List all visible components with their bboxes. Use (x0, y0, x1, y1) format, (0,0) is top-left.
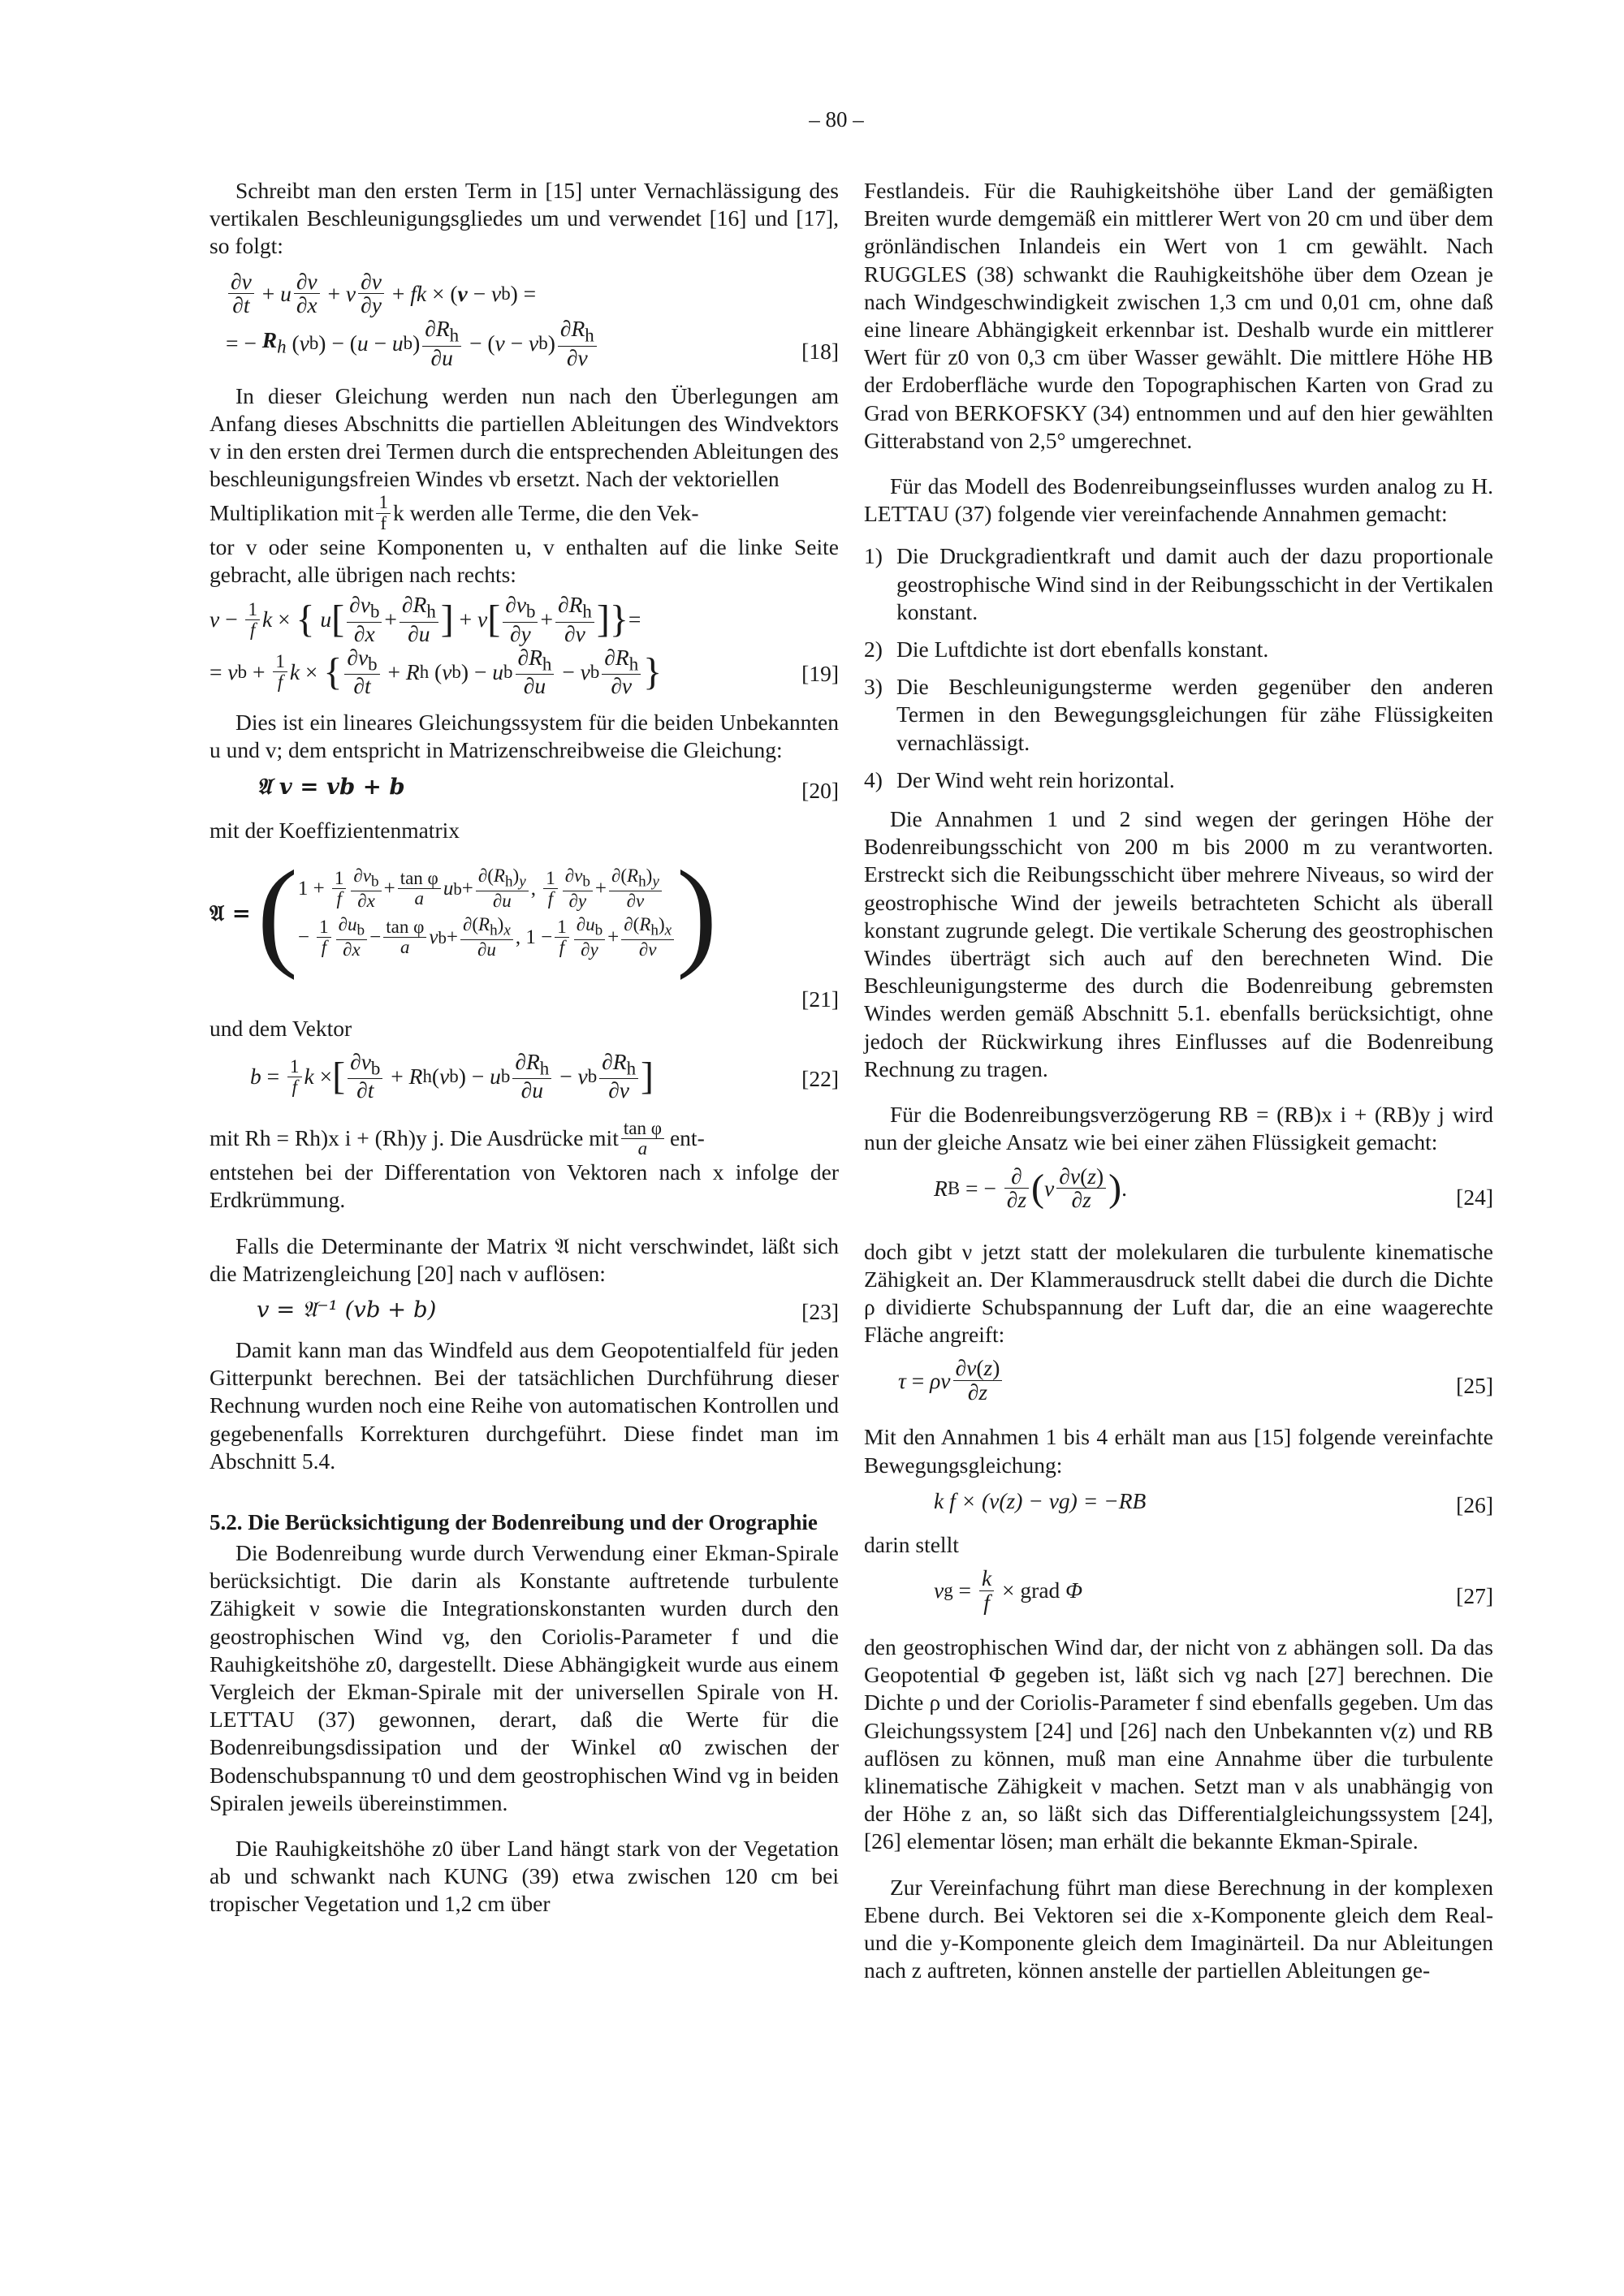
equation-26 (864, 1487, 1493, 1523)
equation-19: v − $\frac{1}{f}$ k × { u [ $\frac{\partial v_b}{\partial x}$ + $\frac{\partial R_h}{\partial u}$ ] + v [ $\frac{\partial v_b}{\partial y}$ + $\frac{\partial R_h}{\partial v}$ ] } = = v b + $\frac{1}{f}$ k × { $\frac{\partial v_b}{\partial t}$ + R h ( v b ) − u b $\frac{\partial R_h}{\partial u}$ − v b $\frac{\partial R_h}{\partial v}$ } [19] (209, 592, 839, 699)
equation-23 (209, 1296, 839, 1328)
equation-21: 𝔄 = ( 1 + $\frac{1}{f}$ $\frac{\partial v_b}{\partial x}$ + $\frac{\text{tan φ}}{a}$ u b + $\frac{\partial(R_h)_y}{\partial u}$ , $\frac{1}{f}$ $\frac{\partial v_b}{\partial y}$ + $\frac{\partial(R_h)_y}{\partial v}$ − $\frac{1}{f}$ $\frac{\partial u_b}{\partial x}$ − $\frac{\text{tan φ}}{a}$ v b + $\frac{\partial(R_h)_x}{\partial u}$ , 1 − $\frac{1}{f}$ $\frac{\partial u_b}{\partial y}$ + $\frac{\partial(R_h)_x}{\partial v}$ ) [21] (209, 852, 839, 1007)
paragraph: den geostrophischen Wind dar, der nicht von z abhängen soll. Da das Geopotential Φ gegeben ist, läßt sich vg nach [27] berechnen. Die Dichte ρ und der Coriolis-Parameter f sind ebenfalls gegeben. Um das Gleichungssystem [24] und [26] nach den Unbekannten v(z) und RB auflösen zu können, muß man eine Annahme über die turbulente klinematische Zähigkeit ν machen. Setzt man ν als unabhängig von der Höhe z an, so läßt sich das Differentialgleichungssystem [24], [26] elementar lösen; man erhält die bekannte Ekman-Spirale. (864, 1634, 1493, 1854)
equation-number: [22] (801, 1065, 839, 1091)
section-heading: 5.2. Die Berücksichtigung der Bodenreibung und der Orographie (209, 1510, 818, 1535)
equation-body: k f × (v(z) − vg) = −RB (934, 1487, 1147, 1513)
paragraph: Die Annahmen 1 und 2 sind wegen der geringen Höhe der Bodenreibungsschicht von 200 m bis 2000 m zu verantworten. Erstreckt sich die Reibungsschicht über mehrere Niveaus, so wird der geostrophische Wind der jeweils betrachteten Schicht als überall konstant zugrunde gelegt. Die vertikale Scherung des geostrophischen Windes überträgt sich auch auf den berechneten Wind. Die Beschleunigungsterme des durch die Bodenreibung gebremsten Windes werden gemäß Abschnitt 5.1. ebenfalls berücksichtigt, ohne jedoch der Rückwirkung ihres Einflusses auf die Bodenreibung Rechnung zu tragen. (864, 806, 1493, 1081)
equation-number: [20] (801, 777, 839, 803)
text-fragment: Multiplikation mit (209, 499, 374, 525)
equation-25: τ = ρν $\frac{\partial v(z)}{\partial z}$ [25] (898, 1355, 1493, 1405)
list-item: 2) Die Luftdichte ist dort ebenfalls konstant. (864, 637, 1269, 662)
equation-22: b = $\frac{1}{f}$ k × [ $\frac{\partial v_b}{\partial t}$ + R h ( v b ) − u b $\frac{\partial R_h}{\partial u}$ − v b $\frac{\partial R_h}{\partial v}$ ] [22] (250, 1048, 839, 1103)
text-fragment: k werden alle Terme, die den Vek- (392, 499, 699, 525)
paragraph: Damit kann man das Windfeld aus dem Geopotentialfeld für jeden Gitterpunkt berechnen. Bei der tatsächlichen Durchführung dieser Rechnung wurden noch eine Reihe von automatischen Kontrollen und gegebenenfalls Korrekturen durchgeführt. Diese findet man im Abschnitt 5.4. (209, 1337, 839, 1474)
right-column (864, 177, 1493, 1984)
paragraph: Falls die Determinante der Matrix 𝔄 nicht verschwindet, läßt sich die Matrizengleichung [20] nach v auflösen: (209, 1232, 839, 1286)
paragraph: Für die Bodenreibungsverzögerung RB = (RB)x i + (RB)y j wird nun der gleiche Ansatz wie bei einer zähen Flüssigkeit gemacht: (864, 1102, 1493, 1155)
paragraph: Zur Vereinfachung führt man diese Berechnung in der komplexen Ebene durch. Bei Vektoren sei die x-Komponente gleich dem Real- und die y-Komponente gleich dem Imaginärteil. Da nur Ableitungen nach z auftreten, können anstelle der partiellen Ableitungen ge- (864, 1874, 1493, 1983)
assumption-list (864, 542, 1493, 794)
paragraph: In dieser Gleichung werden nun nach den Überlegungen am Anfang dieses Abschnitts die partiellen Ableitungen des Windvektors v in den ersten drei Termen durch die entsprechenden Ableitungen des beschleunigungsfreien Windes vb ersetzt. Nach der vektoriellen (209, 382, 839, 492)
paragraph: doch gibt ν jetzt statt der molekularen die turbulente kinematische Zähigkeit an. Der Klammerausdruck stellt dabei die durch die Dichte ρ dividierte Schubspannung der Luft dar, die an eine waagerechte Fläche angreift: (864, 1238, 1493, 1348)
equation-27: v g = $\frac{k}{f}$ × grad Φ [27] (934, 1564, 1493, 1615)
paragraph: entstehen bei der Differentation von Vektoren nach x infolge der Erdkrümmung. (209, 1159, 839, 1213)
equation-20 (209, 773, 839, 809)
paragraph-line: Multiplikation mit $\frac{1}{f}$ k werden alle Terme, die den Vek- (209, 493, 839, 533)
page-number: – 80 – (809, 107, 864, 132)
equation-number: [27] (1456, 1582, 1493, 1608)
paragraph: Die Bodenreibung wurde durch Verwendung einer Ekman-Spirale berücksichtigt. Die darin als Konstante auftretende turbulente Zähigkeit ν sowie die Integrationskonstanten wurden durch den geostrophischen Wind vg, den Coriolis-Parameter f und die Rauhigkeitshöhe z0, dargestellt. Diese Abhängigkeit wurde aus einem Vergleich der Ekman-Spirale mit der universellen Spirale von H. LETTAU (37) gewonnen, derart, daß die Werte für die Bodenreibungsdissipation und der Winkel α0 zwischen der Bodenschubspannung τ0 und dem geostrophischen Wind vg in beiden Spiralen jeweils übereinstimmen. (209, 1540, 839, 1815)
paragraph: mit der Koeffizientenmatrix (209, 817, 460, 843)
equation-body: v = 𝔄⁻¹ (vb + b) (257, 1297, 437, 1323)
paragraph: Schreibt man den ersten Term in [15] unter Vernachlässigung des vertikalen Beschleunigungsgliedes um und verwendet [16] und [17], so folgt: (209, 178, 839, 259)
paragraph: Für das Modell des Bodenreibungseinflusses wurden analog zu H. LETTAU (37) folgende vier vereinfachende Annahmen gemacht: (864, 473, 1493, 527)
paragraph: Mit den Annahmen 1 bis 4 erhält man aus [15] folgende vereinfachte Bewegungsgleichung: (864, 1424, 1493, 1478)
list-item: 3) Die Beschleunigungsterme werden gegenüber den anderen Termen in den Bewegungsgleichungen für zähe Flüssigkeiten vernachlässigt. (864, 674, 1493, 755)
equation-number: [19] (801, 660, 839, 686)
left-column (209, 177, 839, 1918)
paragraph-line: mit Rh = Rh)x i + (Rh)y j. Die Ausdrücke mit $\frac{\text{tan φ}}{a}$ ent- (209, 1117, 705, 1159)
paragraph: Die Rauhigkeitshöhe z0 über Land hängt stark von der Vegetation ab und schwankt nach KUNG (39) etwa zwischen 120 cm bei tropischer Vegetation und 1,2 cm über (209, 1836, 839, 1917)
paragraph: darin stellt (864, 1531, 959, 1557)
equation-number: [18] (801, 339, 839, 365)
paragraph: Dies ist ein lineares Gleichungssystem für die beiden Unbekannten u und v; dem entspricht in Matrizenschreibweise die Gleichung: (209, 710, 839, 763)
equation-24: R B = − $\frac{\partial}{\partial z}$ ( ν $\frac{\partial v(z)}{\partial z}$ ) . [24] (934, 1163, 1493, 1213)
equation-18: $\frac{\partial v}{\partial t}$ + u $\frac{\partial v}{\partial x}$ + v $\frac{\partial v}{\partial y}$ + fk × ( v − v b ) = = − $R_h$ ( v b ) − ( u − u b ) $\frac{\partial R_h}{\partial u}$ − ( v − v b ) $\frac{\partial R_h}{\partial v}$ [18] (226, 268, 839, 370)
paragraph: Festlandeis. Für die Rauhigkeitshöhe über Land der gemäßigten Breiten wurde demgemäß ein mittlerer Wert von 20 cm und über dem grönländischen Inlandeis ein Wert von 1 cm gewählt. Nach RUGGLES (38) schwankt die Rauhigkeitshöhe über dem Ozean je nach Windgeschwindigkeit zwischen 1,3 cm und 0,01 cm, ohne daß eine lineare Abhängigkeit erkennbar ist. Deshalb wurde ein mittlerer Wert für z0 von 0,3 cm über Wasser gewählt. Die mittlere Höhe HB der Erdoberfläche wurde den Topographischen Karten von Grad zu Grad von BERKOFSKY (34) entnommen und auf den hier gewählten Gitterabstand von 2,5° umgerechnet. (864, 178, 1493, 453)
text-fragment: mit Rh = Rh)x i + (Rh)y j. Die Ausdrücke mit (209, 1125, 619, 1151)
equation-number: [21] (801, 986, 839, 1012)
paragraph: und dem Vektor (209, 1015, 352, 1041)
equation-number: [26] (1456, 1491, 1493, 1517)
paragraph: tor v oder seine Komponenten u, v enthalten auf die linke Seite gebracht, alle übrigen nach rechts: (209, 533, 839, 587)
equation-number: [25] (1456, 1373, 1493, 1399)
list-item: 4) Der Wind weht rein horizontal. (864, 766, 1175, 792)
equation-body: 𝔄 v = vb + b (257, 773, 405, 800)
equation-number: [23] (801, 1298, 839, 1324)
list-item: 1) Die Druckgradientkraft und damit auch der dazu proportionale geostrophische Wind sind in der Reibungsschicht in der Vertikalen konstant. (864, 543, 1493, 624)
equation-number: [24] (1456, 1184, 1493, 1210)
